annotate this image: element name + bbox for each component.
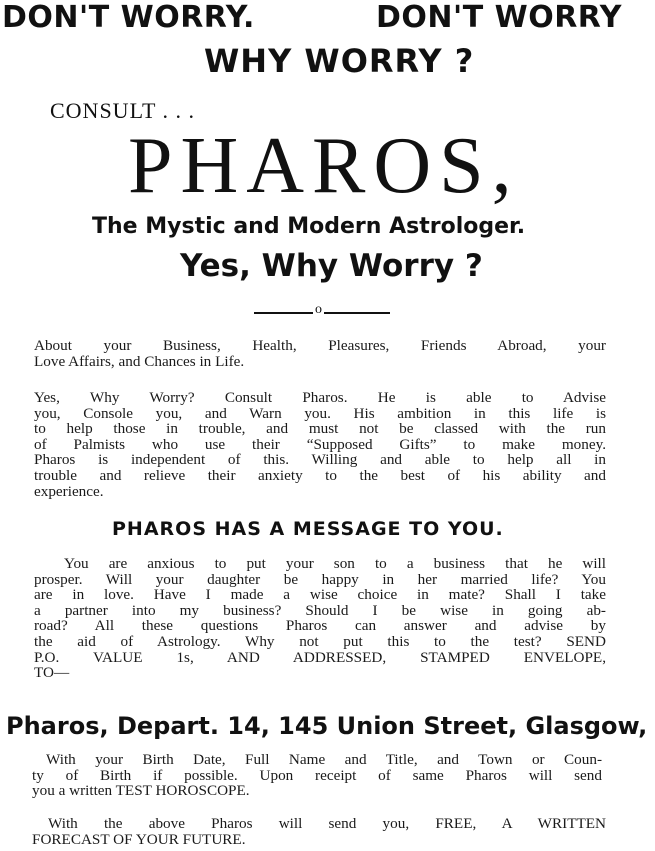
text-line: trouble and relieve their anxiety to the best of his ability and	[34, 466, 606, 484]
pharos-title: PHAROS,	[128, 122, 520, 210]
text-line: P.O. VALUE 1s, AND ADDRESSED, STAMPED ENVELOPE,	[34, 648, 606, 666]
ornament-mark: o	[315, 302, 322, 317]
paragraph-free-forecast	[32, 816, 606, 847]
headline-left: DON'T WORRY.	[2, 0, 255, 35]
text-line: you, Console you, and Warn you. His ambition in this life is	[34, 404, 606, 422]
text-line: the aid of Astrology. Why not put this to the test? SEND	[34, 632, 606, 650]
text-line: to help those in trouble, and must not be classed with the run	[34, 420, 606, 438]
text-line: FORECAST OF YOUR FUTURE.	[32, 830, 246, 848]
text-line: road? All these questions Pharos can answer and advise by	[34, 617, 606, 635]
paragraph-about	[34, 338, 606, 369]
text-line: of Palmists who use their “Supposed Gifts” to make money.	[34, 435, 606, 453]
tagline: The Mystic and Modern Astrologer.	[92, 214, 526, 239]
text-line: ty of Birth if possible. Upon receipt of same Pharos will send	[32, 766, 602, 784]
text-line: Pharos is independent of this. Willing and able to help all in	[34, 451, 606, 469]
message-heading: PHAROS HAS A MESSAGE TO YOU.	[112, 518, 504, 540]
yes-why-worry: Yes, Why Worry ?	[180, 248, 483, 284]
consult-label: CONSULT . . .	[50, 98, 196, 123]
text-line: Love Affairs, and Chances in Life.	[34, 352, 245, 370]
paragraph-birth-date	[32, 752, 602, 799]
paragraph-intro	[34, 390, 606, 499]
why-worry-heading: WHY WORRY ?	[204, 42, 475, 80]
paragraph-questions	[34, 556, 606, 681]
address-line: Pharos, Depart. 14, 145 Union Street, Glasgow,	[6, 712, 648, 740]
text-line: experience.	[34, 482, 104, 500]
text-line: With your Birth Date, Full Name and Title, and Town or Coun-	[46, 751, 602, 768]
text-line: About your Business, Health, Pleasures, Friends Abroad, your	[34, 337, 606, 354]
text-line: you a written TEST HOROSCOPE.	[32, 782, 250, 800]
text-line: are in love. Have I made a wise choice in mate? Shall I take	[34, 586, 606, 604]
headline-right: DON'T WORRY	[376, 0, 622, 35]
text-line: prosper. Will your daughter be happy in her married life? You	[34, 570, 606, 588]
text-line: a partner into my business? Should I be wise in going ab-	[34, 601, 606, 619]
text-line: Yes, Why Worry? Consult Pharos. He is able to Advise	[34, 389, 606, 406]
text-line: You are anxious to put your son to a business that he will	[64, 555, 606, 572]
text-line: With the above Pharos will send you, FREE, A WRITTEN	[48, 815, 606, 832]
text-line: TO—	[34, 664, 70, 682]
